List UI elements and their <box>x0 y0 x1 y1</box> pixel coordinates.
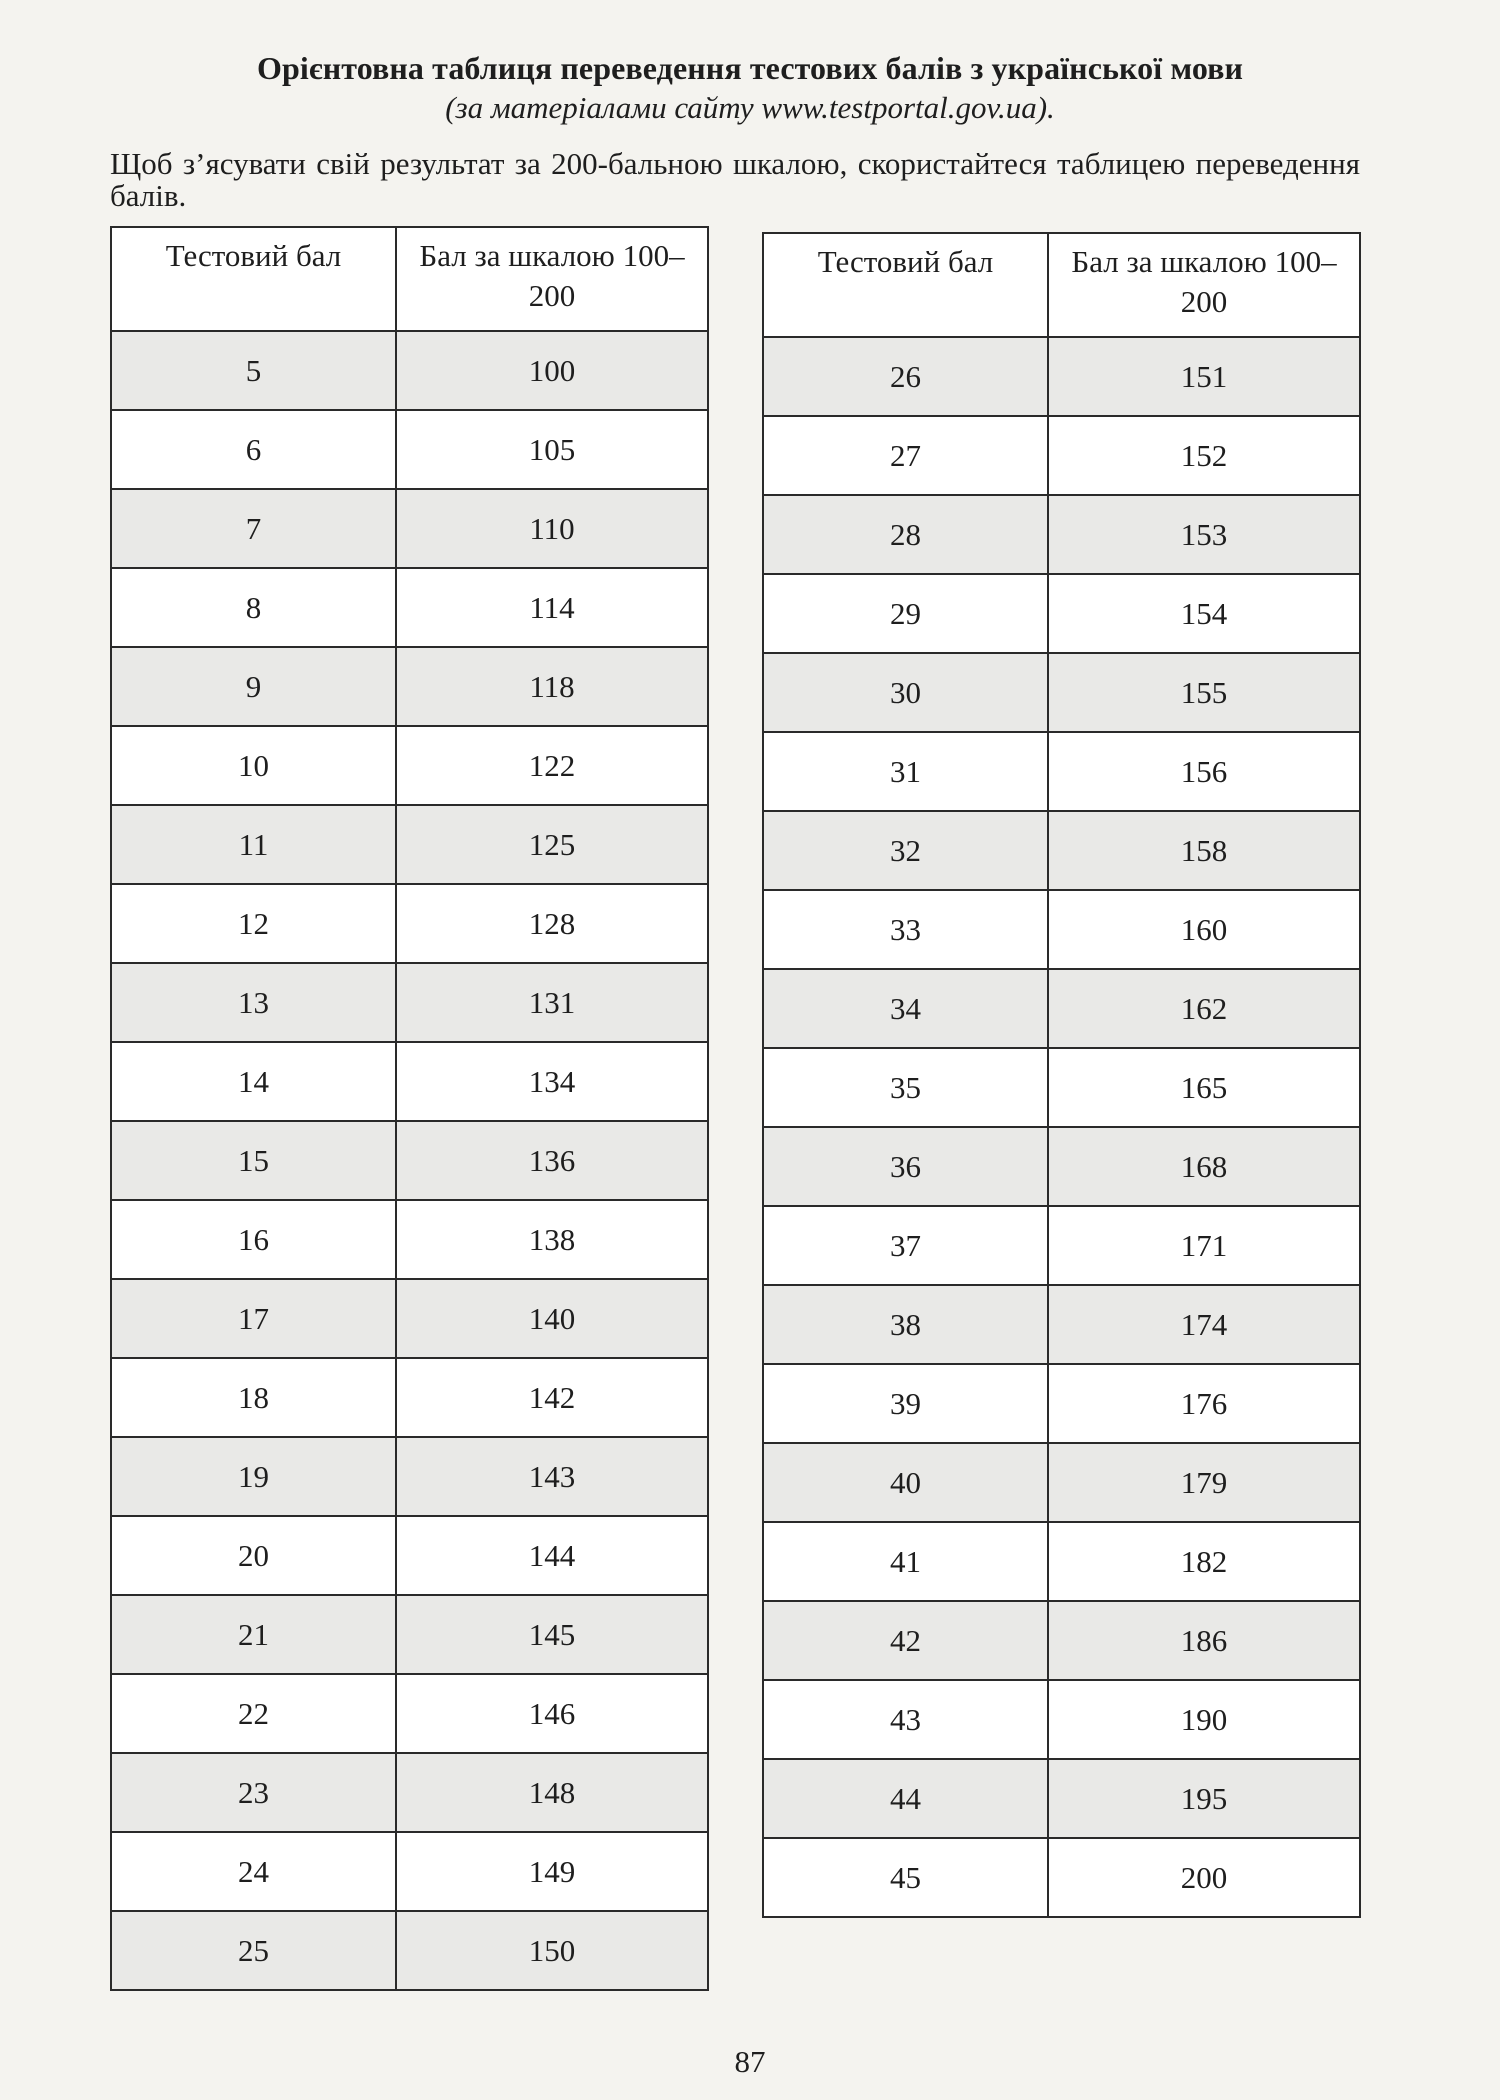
table-row <box>111 1911 708 1990</box>
scale-score-cell: 125 <box>396 805 708 884</box>
table-row <box>111 1437 708 1516</box>
table-row <box>111 1595 708 1674</box>
table-row <box>111 1358 708 1437</box>
test-score-cell: 32 <box>763 811 1048 890</box>
test-score-cell: 41 <box>763 1522 1048 1601</box>
table-row <box>763 495 1360 574</box>
scale-score-cell: 168 <box>1048 1127 1360 1206</box>
test-score-cell: 27 <box>763 416 1048 495</box>
table-row <box>111 568 708 647</box>
scale-score-cell: 110 <box>396 489 708 568</box>
table-row <box>763 1522 1360 1601</box>
table-row <box>111 1753 708 1832</box>
table-row <box>111 489 708 568</box>
test-score-cell: 34 <box>763 969 1048 1048</box>
scale-score-cell: 195 <box>1048 1759 1360 1838</box>
test-score-cell: 7 <box>111 489 396 568</box>
scale-score-cell: 182 <box>1048 1522 1360 1601</box>
scale-score-cell: 105 <box>396 410 708 489</box>
scale-score-cell: 118 <box>396 647 708 726</box>
scale-score-cell: 148 <box>396 1753 708 1832</box>
table-row <box>111 1279 708 1358</box>
test-score-cell: 33 <box>763 890 1048 969</box>
scale-score-cell: 114 <box>396 568 708 647</box>
scale-score-cell: 138 <box>396 1200 708 1279</box>
scale-score-cell: 146 <box>396 1674 708 1753</box>
test-score-cell: 18 <box>111 1358 396 1437</box>
scale-score-cell: 153 <box>1048 495 1360 574</box>
table-row <box>763 1838 1360 1917</box>
test-score-cell: 29 <box>763 574 1048 653</box>
test-score-cell: 39 <box>763 1364 1048 1443</box>
table-row <box>763 969 1360 1048</box>
header-test-score: Тестовий бал <box>763 233 1048 337</box>
table-row <box>763 890 1360 969</box>
scale-score-cell: 122 <box>396 726 708 805</box>
table-row <box>763 1364 1360 1443</box>
test-score-cell: 36 <box>763 1127 1048 1206</box>
scale-score-cell: 162 <box>1048 969 1360 1048</box>
table-row <box>763 732 1360 811</box>
table-row <box>111 963 708 1042</box>
test-score-cell: 21 <box>111 1595 396 1674</box>
test-score-cell: 6 <box>111 410 396 489</box>
scale-score-cell: 160 <box>1048 890 1360 969</box>
test-score-cell: 15 <box>111 1121 396 1200</box>
table-row <box>111 884 708 963</box>
table-row <box>763 574 1360 653</box>
table-header-row <box>763 233 1360 337</box>
scale-score-cell: 156 <box>1048 732 1360 811</box>
table-row <box>763 811 1360 890</box>
scale-score-cell: 158 <box>1048 811 1360 890</box>
scale-score-cell: 150 <box>396 1911 708 1990</box>
page-subtitle: (за матеріалами сайту www.testportal.gov.ua). <box>445 90 1055 125</box>
scale-score-cell: 152 <box>1048 416 1360 495</box>
table-row <box>111 726 708 805</box>
test-score-cell: 16 <box>111 1200 396 1279</box>
scale-score-cell: 171 <box>1048 1206 1360 1285</box>
scale-score-cell: 179 <box>1048 1443 1360 1522</box>
test-score-cell: 24 <box>111 1832 396 1911</box>
test-score-cell: 28 <box>763 495 1048 574</box>
table-row <box>763 1680 1360 1759</box>
test-score-cell: 10 <box>111 726 396 805</box>
table-row <box>111 1200 708 1279</box>
scale-score-cell: 131 <box>396 963 708 1042</box>
scale-score-cell: 174 <box>1048 1285 1360 1364</box>
scale-score-cell: 200 <box>1048 1838 1360 1917</box>
table-row <box>111 805 708 884</box>
table-row <box>763 1759 1360 1838</box>
test-score-cell: 43 <box>763 1680 1048 1759</box>
test-score-cell: 45 <box>763 1838 1048 1917</box>
table-header-row <box>111 227 708 331</box>
scale-score-cell: 136 <box>396 1121 708 1200</box>
header-scale-score: Бал за шкалою 100–200 <box>1048 233 1360 337</box>
table-row <box>763 1127 1360 1206</box>
scale-score-cell: 154 <box>1048 574 1360 653</box>
scale-score-cell: 149 <box>396 1832 708 1911</box>
page-number: 87 <box>734 2044 766 2079</box>
scale-score-cell: 176 <box>1048 1364 1360 1443</box>
scale-score-cell: 186 <box>1048 1601 1360 1680</box>
test-score-cell: 38 <box>763 1285 1048 1364</box>
scale-score-cell: 134 <box>396 1042 708 1121</box>
header-scale-score: Бал за шкалою 100–200 <box>396 227 708 331</box>
scale-score-cell: 140 <box>396 1279 708 1358</box>
scale-score-cell: 128 <box>396 884 708 963</box>
intro-paragraph: Щоб з’ясувати свій результат за 200-бальною шкалою, скористайтеся таблицею переведення балів. <box>110 146 1360 213</box>
test-score-cell: 17 <box>111 1279 396 1358</box>
conversion-table-left <box>110 226 709 1991</box>
table-row <box>763 1443 1360 1522</box>
test-score-cell: 42 <box>763 1601 1048 1680</box>
table-row <box>763 1285 1360 1364</box>
test-score-cell: 23 <box>111 1753 396 1832</box>
scale-score-cell: 145 <box>396 1595 708 1674</box>
table-row <box>111 1832 708 1911</box>
test-score-cell: 30 <box>763 653 1048 732</box>
test-score-cell: 35 <box>763 1048 1048 1127</box>
scale-score-cell: 155 <box>1048 653 1360 732</box>
conversion-table-right <box>762 232 1361 1918</box>
table-row <box>111 1674 708 1753</box>
table-row <box>111 647 708 726</box>
table-row <box>111 331 708 410</box>
test-score-cell: 22 <box>111 1674 396 1753</box>
table-row <box>111 1516 708 1595</box>
header-test-score: Тестовий бал <box>111 227 396 331</box>
table-row <box>111 1042 708 1121</box>
test-score-cell: 13 <box>111 963 396 1042</box>
scale-score-cell: 165 <box>1048 1048 1360 1127</box>
test-score-cell: 20 <box>111 1516 396 1595</box>
test-score-cell: 9 <box>111 647 396 726</box>
table-row <box>111 410 708 489</box>
table-row <box>763 1601 1360 1680</box>
test-score-cell: 44 <box>763 1759 1048 1838</box>
test-score-cell: 19 <box>111 1437 396 1516</box>
test-score-cell: 14 <box>111 1042 396 1121</box>
table-row <box>763 1048 1360 1127</box>
scale-score-cell: 143 <box>396 1437 708 1516</box>
test-score-cell: 31 <box>763 732 1048 811</box>
table-row <box>763 416 1360 495</box>
test-score-cell: 26 <box>763 337 1048 416</box>
test-score-cell: 11 <box>111 805 396 884</box>
scale-score-cell: 144 <box>396 1516 708 1595</box>
scale-score-cell: 151 <box>1048 337 1360 416</box>
scale-score-cell: 142 <box>396 1358 708 1437</box>
test-score-cell: 25 <box>111 1911 396 1990</box>
test-score-cell: 40 <box>763 1443 1048 1522</box>
test-score-cell: 37 <box>763 1206 1048 1285</box>
test-score-cell: 5 <box>111 331 396 410</box>
table-row <box>763 337 1360 416</box>
test-score-cell: 8 <box>111 568 396 647</box>
table-row <box>763 1206 1360 1285</box>
table-row <box>763 653 1360 732</box>
scale-score-cell: 100 <box>396 331 708 410</box>
scale-score-cell: 190 <box>1048 1680 1360 1759</box>
table-row <box>111 1121 708 1200</box>
test-score-cell: 12 <box>111 884 396 963</box>
page-title: Орієнтовна таблиця переведення тестових балів з української мови <box>256 50 1244 86</box>
